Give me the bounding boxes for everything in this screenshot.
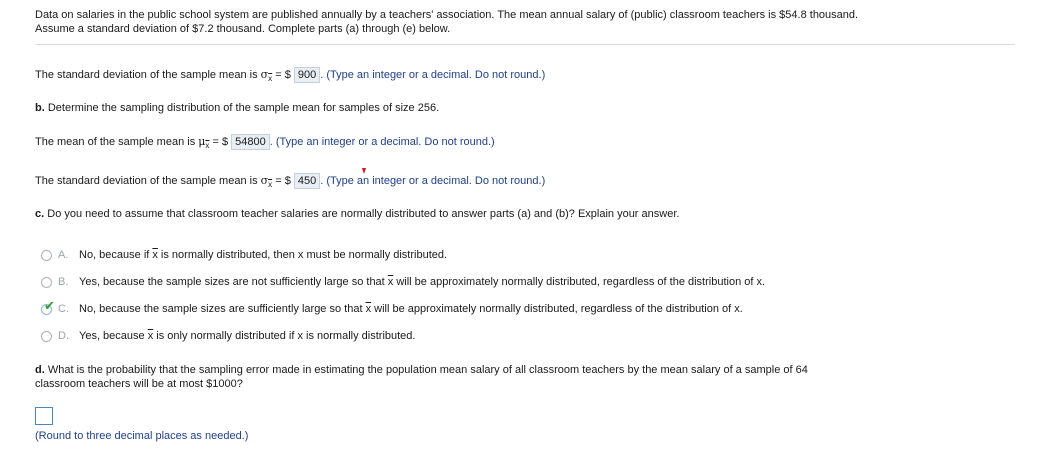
hint-text: . (Type an integer or a decimal. Do not round.) bbox=[320, 69, 546, 81]
radio-option-b[interactable] bbox=[41, 277, 52, 288]
sigma-symbol: σ bbox=[260, 68, 269, 81]
option-a-letter: A. bbox=[58, 249, 69, 261]
divider bbox=[35, 44, 1015, 45]
answer-field-part-b-sd[interactable]: 450 bbox=[294, 173, 320, 189]
intro-line-2: Assume a standard deviation of $7.2 thousand. Complete parts (a) through (e) below. bbox=[35, 23, 451, 35]
option-d-text[interactable]: Yes, because $\overline{x}$ is only normally distributed if x is normally distributed. bbox=[79, 330, 416, 342]
problem-intro bbox=[35, 8, 858, 36]
radio-option-d[interactable] bbox=[41, 331, 52, 342]
part-b-question: b. Determine the sampling distribution of the sample mean for samples of size 256. bbox=[35, 102, 440, 114]
part-d-question: d. What is the probability that the sampling error made in estimating the population mean salary of all classroom teachers by the mean salary of a sample of 64 classroom teachers will be at most $1000? bbox=[35, 364, 808, 390]
radio-option-a[interactable] bbox=[41, 250, 52, 261]
intro-line-1: Data on salaries in the public school system are published annually by a teachers' association. The mean annual salary of (public) classroom teachers is $54.8 thousand. bbox=[35, 9, 859, 21]
option-d-letter: D. bbox=[58, 330, 69, 342]
hint-text: . (Type an integer or a decimal. Do not round.) bbox=[269, 136, 495, 148]
incorrect-mark-icon bbox=[362, 168, 366, 174]
mu-symbol: μ bbox=[198, 135, 206, 148]
option-a-text[interactable]: No, because if $\overline{x}$ is normally distributed, then x must be normally distributed. bbox=[79, 249, 448, 261]
round-hint: (Round to three decimal places as needed.) bbox=[35, 430, 249, 442]
sigma-symbol: σ bbox=[260, 174, 269, 187]
option-c-letter: C. bbox=[58, 303, 69, 315]
option-c-text[interactable]: No, because the sample sizes are sufficiently large so that $\overline{x}$ will be approximately normally distributed, regardless of the distribution of x. bbox=[79, 303, 743, 315]
answer-field-part-a[interactable]: 900 bbox=[294, 67, 320, 83]
option-b-text[interactable]: Yes, because the sample sizes are not sufficiently large so that $\overline{x}$ will be approximately normally distributed, regardless of the distribution of x. bbox=[79, 276, 766, 288]
part-b-sd-line: The standard deviation of the sample mean is $\sigma_{\overline{x}}$ = $ 450 . (Type an integer or a decimal. Do not round.) bbox=[35, 174, 546, 189]
answer-input-part-d[interactable] bbox=[35, 407, 53, 425]
checkmark-icon: ✔ bbox=[44, 298, 55, 313]
part-c-question: c. Do you need to assume that classroom teacher salaries are normally distributed to answer parts (a) and (b)? Explain your answer. bbox=[35, 208, 680, 220]
hint-text: . (Type an integer or a decimal. Do not round.) bbox=[320, 175, 546, 187]
part-b-mean-line: The mean of the sample mean is $\mu_{\overline{x}}$ = $ 54800 . (Type an integer or a decimal. Do not round.) bbox=[35, 135, 495, 150]
option-b-letter: B. bbox=[58, 276, 69, 288]
part-a-line: The standard deviation of the sample mean is $\sigma_{\overline{x}}$ = $ 900 . (Type an integer or a decimal. Do not round.) bbox=[35, 68, 546, 83]
answer-field-part-b-mean[interactable]: 54800 bbox=[231, 134, 270, 150]
